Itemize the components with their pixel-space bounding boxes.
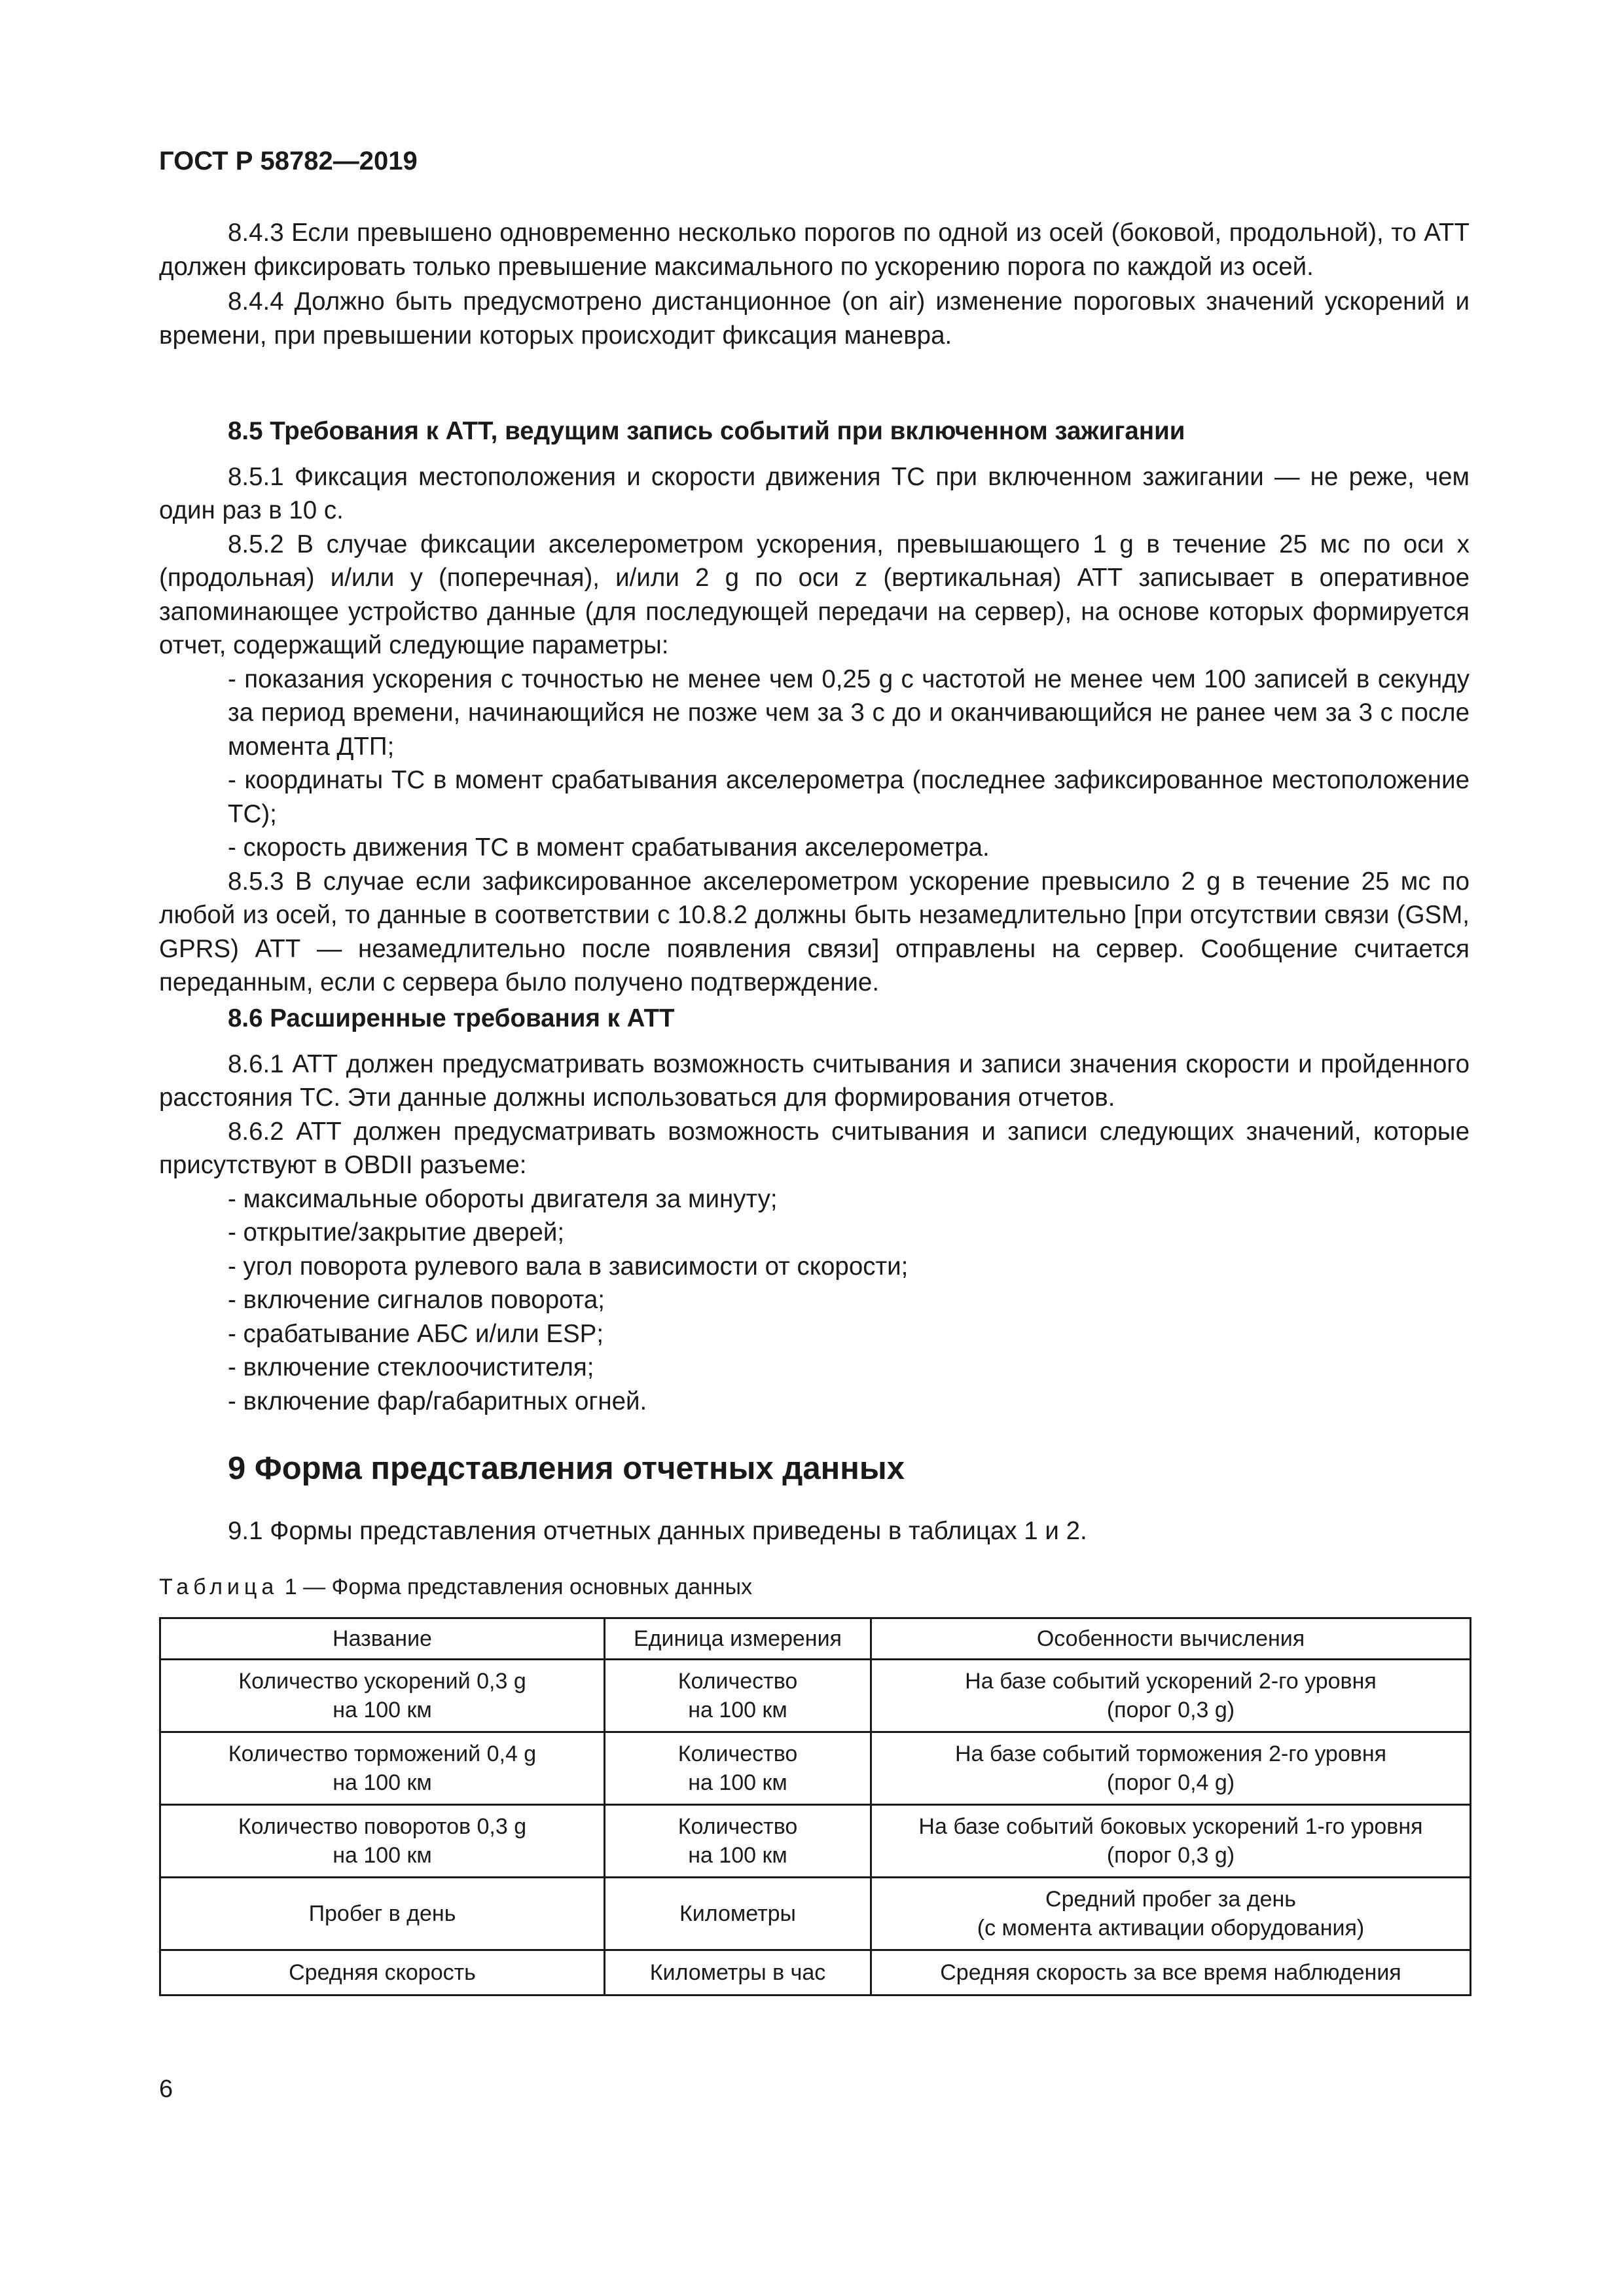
list-item-8-6-2-4: - включение сигналов поворота; xyxy=(228,1286,605,1314)
section-8-5 xyxy=(159,414,1470,1000)
table-cell: На базе событий ускорений 2-го уровня (порог 0,3 g) xyxy=(871,1660,1471,1732)
table-cell: Количество поворотов 0,3 g на 100 км xyxy=(160,1805,605,1878)
list-item-8-5-2-2: - координаты ТС в момент срабатывания акселерометра (последнее зафиксированное местоположение ТС); xyxy=(228,766,1470,828)
table-row xyxy=(160,1878,1471,1950)
paragraph-8-4-4: 8.4.4 Должно быть предусмотрено дистанционное (on air) изменение пороговых значений ускорений и времени, при превышении которых происходит фиксация маневра. xyxy=(159,287,1470,350)
table-1-caption xyxy=(159,1573,752,1601)
section-8-6 xyxy=(159,1002,1470,1418)
paragraph-8-4-3: 8.4.3 Если превышено одновременно несколько порогов по одной из осей (боковой, продольной), то АТТ должен фиксировать только превышение максимального по ускорению порога по каждой из осей. xyxy=(159,219,1470,281)
column-header-unit: Единица измерения xyxy=(605,1618,871,1660)
paragraph-8-5-2: 8.5.2 В случае фиксации акселерометром ускорения, превышающего 1 g в течение 25 мс по оси x (продольная) и/или y (поперечная), и/или 2 g по оси z (вертикальная) АТТ записывает в оперативное запоминающее устройство данные (для последующей передачи на сервер), на основе которых формируется отчет, содержащий следующие параметры: xyxy=(159,530,1470,659)
table-cell: Средний пробег за день (с момента активации оборудования) xyxy=(871,1878,1471,1950)
table-cell: Пробег в день xyxy=(160,1878,605,1950)
table-1-caption-text: 1 — Форма представления основных данных xyxy=(278,1575,753,1599)
table-cell: Средняя скорость за все время наблюдения xyxy=(871,1950,1471,1995)
table-header-row xyxy=(160,1618,1471,1660)
column-header-calculation: Особенности вычисления xyxy=(871,1618,1471,1660)
paragraph-8-6-2: 8.6.2 АТТ должен предусматривать возможность считывания и записи следующих значений, которые присутствуют в OBDII разъеме: xyxy=(159,1117,1470,1179)
table-cell: Количество на 100 км xyxy=(605,1660,871,1732)
table-row xyxy=(160,1805,1471,1878)
list-item-8-6-2-5: - срабатывание АБС и/или ESP; xyxy=(228,1319,604,1348)
section-8-4-continuation xyxy=(159,216,1470,352)
document-id: ГОСТ Р 58782—2019 xyxy=(159,147,418,175)
table-row xyxy=(160,1950,1471,1995)
section-8-5-heading: 8.5 Требования к АТТ, ведущим запись событий при включенном зажигании xyxy=(228,417,1185,445)
paragraph-9-1: 9.1 Формы представления отчетных данных приведены в таблицах 1 и 2. xyxy=(228,1517,1087,1545)
paragraph-8-6-1: 8.6.1 АТТ должен предусматривать возможность считывания и записи значения скорости и пройденного расстояния ТС. Эти данные должны использоваться для формирования отчетов. xyxy=(159,1049,1470,1112)
paragraph-8-5-3: 8.5.3 В случае если зафиксированное акселерометром ускорение превысило 2 g в течение 25 мс по любой из осей, то данные в соответствии с 10.8.2 должны быть незамедлительно [при отсутствии связи (GSM, GPRS) АТТ — незамедлительно после появления связи] отправлены на сервер. Сообщение считается переданным, если с сервера было получено подтверждение. xyxy=(159,867,1470,996)
table-row xyxy=(160,1732,1471,1805)
table-1 xyxy=(159,1617,1471,1996)
table-cell: Километры в час xyxy=(605,1950,871,1995)
list-item-8-6-2-3: - угол поворота рулевого вала в зависимости от скорости; xyxy=(228,1252,909,1281)
list-item-8-5-2-3: - скорость движения ТС в момент срабатывания акселерометра. xyxy=(228,833,990,862)
paragraph-8-5-1: 8.5.1 Фиксация местоположения и скорости движения ТС при включенном зажигании — не реже, чем один раз в 10 с. xyxy=(159,462,1470,524)
list-item-8-6-2-1: - максимальные обороты двигателя за минуту; xyxy=(228,1184,778,1213)
list-item-8-6-2-2: - открытие/закрытие дверей; xyxy=(228,1218,565,1247)
table-1-caption-label: Таблица xyxy=(159,1575,279,1599)
table-row xyxy=(160,1660,1471,1732)
table-cell: На базе событий торможения 2-го уровня (порог 0,4 g) xyxy=(871,1732,1471,1805)
list-item-8-6-2-7: - включение фар/габаритных огней. xyxy=(228,1387,647,1415)
page-number: 6 xyxy=(159,2075,173,2103)
section-9-heading: 9 Форма представления отчетных данных xyxy=(228,1451,905,1486)
column-header-name: Название xyxy=(160,1618,605,1660)
table-cell: Средняя скорость xyxy=(160,1950,605,1995)
list-item-8-6-2-6: - включение стеклоочистителя; xyxy=(228,1353,594,1381)
table-cell: Количество торможений 0,4 g на 100 км xyxy=(160,1732,605,1805)
section-8-6-heading: 8.6 Расширенные требования к АТТ xyxy=(228,1004,675,1032)
list-item-8-5-2-1: - показания ускорения с точностью не менее чем 0,25 g с частотой не менее чем 100 записей в секунду за период времени, начинающийся не позже чем за 3 с до и оканчивающийся не ранее чем за 3 с после момента ДТП; xyxy=(228,665,1470,761)
table-cell: Количество на 100 км xyxy=(605,1732,871,1805)
table-cell: Километры xyxy=(605,1878,871,1950)
table-cell: Количество на 100 км xyxy=(605,1805,871,1878)
section-9 xyxy=(159,1449,1470,1548)
table-cell: На базе событий боковых ускорений 1-го уровня (порог 0,3 g) xyxy=(871,1805,1471,1878)
table-cell: Количество ускорений 0,3 g на 100 км xyxy=(160,1660,605,1732)
